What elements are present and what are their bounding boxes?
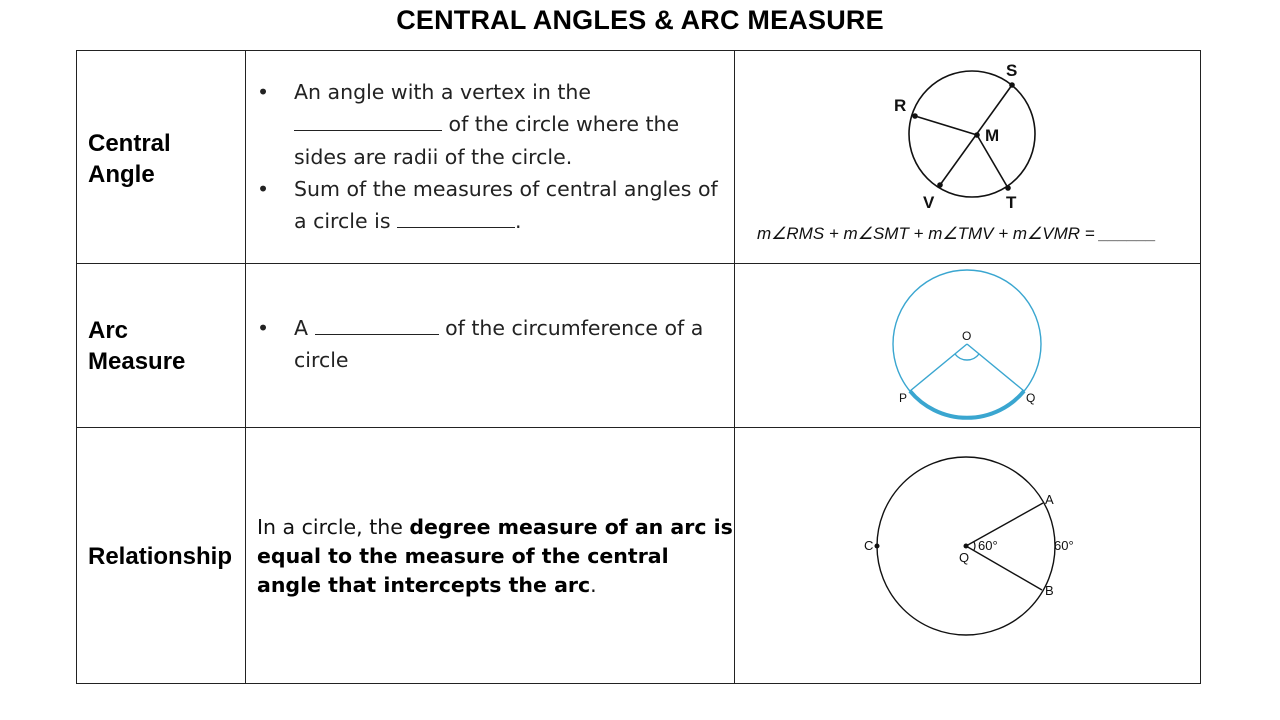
row-label-arc-measure	[88, 315, 185, 377]
fill-in-blank	[294, 108, 442, 131]
label-line: Measure	[88, 348, 186, 375]
label-line: Angle	[88, 161, 155, 188]
statement-text: .	[590, 573, 597, 597]
point-label: Q	[1026, 391, 1036, 405]
arc-measure-description	[257, 312, 727, 377]
central-angle-figure	[735, 51, 1200, 263]
point-label: R	[894, 96, 907, 115]
label-line: Relationship	[88, 543, 233, 570]
bullet-text: Sum of the measures of central angles of a circle is	[294, 176, 718, 234]
row-label-relationship	[88, 541, 232, 572]
bullet-icon: •	[257, 316, 270, 340]
point-label: O	[962, 329, 972, 343]
relationship-figure	[735, 428, 1200, 684]
page-title: CENTRAL ANGLES & ARC MEASURE	[396, 5, 884, 35]
bullet-text: A	[294, 316, 309, 340]
summary-table	[76, 50, 1201, 684]
statement-text: In a circle, the	[257, 515, 410, 539]
fill-in-blank	[397, 205, 515, 228]
point-label: M	[985, 126, 1000, 145]
point-label: C	[864, 538, 874, 553]
bullet-text: .	[515, 209, 522, 234]
angle-sum-equation: m∠RMS + m∠SMT + m∠TMV + m∠VMR = ______	[757, 224, 1157, 243]
bullet-text: of the circumference of a circle	[294, 316, 704, 373]
point-label: P	[899, 391, 908, 405]
point-label: T	[1006, 193, 1017, 212]
bullet-icon: •	[257, 176, 270, 201]
point-label: Q	[959, 550, 970, 565]
relationship-statement	[257, 513, 737, 600]
bullet-item	[257, 173, 727, 238]
bullet-text: of the circle where the sides are radii of the circle.	[294, 112, 680, 169]
statement-bold-text: degree measure of an arc is equal to the measure of the central angle that intercepts the arc	[257, 515, 733, 597]
column-divider	[245, 51, 246, 683]
bullet-text: An angle with a vertex in the	[294, 80, 591, 104]
central-angle-description	[257, 76, 727, 237]
point-label: B	[1045, 583, 1054, 598]
arc-measure-label: 60°	[1054, 538, 1074, 553]
label-line: Arc	[88, 317, 129, 344]
point-label: S	[1006, 61, 1018, 80]
bullet-item	[257, 312, 727, 377]
angle-measure-label: 60°	[978, 538, 998, 553]
bullet-icon: •	[257, 80, 270, 104]
arc-measure-figure	[735, 264, 1200, 427]
point-label: A	[1045, 492, 1054, 507]
fill-in-blank	[315, 312, 439, 335]
bullet-item	[257, 76, 727, 173]
row-label-central-angle	[88, 128, 171, 190]
label-line: Central	[88, 130, 171, 157]
point-label: V	[923, 193, 935, 212]
